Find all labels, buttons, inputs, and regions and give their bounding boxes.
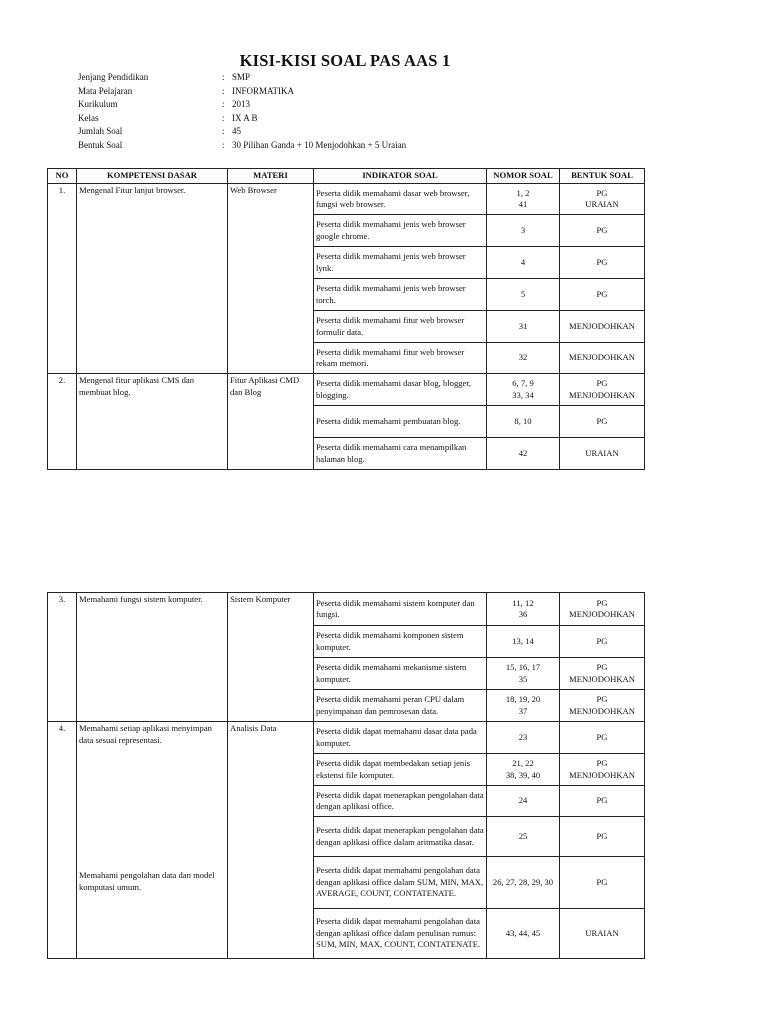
- indikator-soal: Peserta didik dapat membedakan setiap jenis ekstensi file komputer.: [314, 754, 487, 786]
- bentuk-soal: PG: [560, 722, 645, 754]
- nomor-line: 15, 16, 17: [505, 662, 541, 672]
- nomor-line: 1, 2: [516, 187, 530, 198]
- meta-row: [78, 85, 406, 99]
- nomor-line: 33, 34: [512, 389, 534, 400]
- nomor-soal: [487, 690, 560, 722]
- bentuk-line: MENJODOHKAN: [569, 389, 635, 400]
- nomor-soal: 4: [487, 247, 560, 279]
- table-row: [48, 593, 645, 626]
- bentuk-line: PG: [596, 597, 608, 608]
- meta-value: 30 Pilihan Ganda + 10 Menjodohkan + 5 Uraian: [232, 139, 407, 150]
- nomor-soal: 32: [487, 343, 560, 374]
- nomor-soal: 24: [487, 786, 560, 817]
- meta-row: [78, 71, 406, 85]
- meta-value: IX A B: [232, 112, 258, 123]
- meta-label: Jenjang Pendidikan: [78, 72, 149, 82]
- meta-row: [78, 125, 406, 139]
- row-number: 3.: [48, 593, 77, 722]
- indikator-soal: Peserta didik memahami pembuatan blog.: [314, 406, 487, 438]
- nomor-soal: 42: [487, 438, 560, 470]
- kisi-kisi-table-2: [47, 592, 645, 959]
- indikator-soal: Peserta didik memahami peran CPU dalam penyimpanan dan pemrosesan data.: [314, 690, 487, 722]
- materi: Fitur Aplikasi CMD dan Blog: [228, 374, 314, 470]
- meta-row: [78, 98, 406, 112]
- bentuk-soal: [560, 374, 645, 406]
- meta-row: [78, 139, 406, 153]
- bentuk-soal: PG: [560, 817, 645, 857]
- nomor-soal: 23: [487, 722, 560, 754]
- bentuk-soal: [560, 184, 645, 215]
- nomor-line: 35: [518, 673, 528, 684]
- nomor-soal: 25: [487, 817, 560, 857]
- bentuk-soal: PG: [560, 247, 645, 279]
- meta-label: Kelas: [78, 112, 99, 123]
- meta-value: SMP: [232, 72, 251, 82]
- table-row: [48, 184, 645, 215]
- table-row: [48, 722, 645, 754]
- kompetensi-dasar: Mengenal fitur aplikasi CMS dan membuat blog.: [77, 374, 228, 470]
- nomor-soal: 13, 14: [487, 626, 560, 658]
- nomor-line: 11, 12: [512, 597, 534, 608]
- nomor-line: 21, 22: [512, 758, 534, 768]
- bentuk-soal: PG: [560, 406, 645, 438]
- indikator-soal: Peserta didik memahami dasar blog, blogger, blogging.: [314, 374, 487, 406]
- nomor-line: 37: [518, 705, 528, 716]
- kompetensi-dasar: Mengenal Fitur lanjut browser.: [77, 184, 228, 374]
- meta-value: 2013: [232, 99, 250, 110]
- meta-colon: :: [222, 85, 225, 96]
- header-nomor-soal: NOMOR SOAL: [487, 169, 560, 184]
- nomor-soal: 26, 27, 28, 29, 30: [487, 857, 560, 909]
- indikator-soal: Peserta didik memahami jenis web browser torch.: [314, 279, 487, 311]
- nomor-soal: 8, 10: [487, 406, 560, 438]
- meta-colon: :: [222, 112, 225, 123]
- bentuk-line: PG: [596, 694, 608, 704]
- materi: Web Browser: [228, 184, 314, 374]
- indikator-soal: Peserta didik memahami cara menampilkan halaman blog.: [314, 438, 487, 470]
- bentuk-soal: PG: [560, 279, 645, 311]
- nomor-line: 38, 39, 40: [505, 769, 541, 780]
- nomor-soal: 3: [487, 215, 560, 247]
- indikator-soal: Peserta didik dapat memahami pengolahan data dengan aplikasi office dalam penulisan rumus: SUM, MIN, MAX, COUNT, CONTATENATE.: [314, 909, 487, 959]
- nomor-soal: 5: [487, 279, 560, 311]
- bentuk-soal: [560, 690, 645, 722]
- nomor-line: 36: [518, 609, 528, 619]
- kompetensi-dasar-text: Memahami pengolahan data dan model komputasi umum.: [79, 870, 215, 892]
- materi: Sistem Komputer: [228, 593, 314, 722]
- meta-colon: :: [222, 139, 225, 150]
- meta-label: Mata Pelajaran: [78, 85, 133, 96]
- header-no: NO: [48, 169, 77, 184]
- bentuk-line: MENJODOHKAN: [569, 769, 635, 780]
- meta-colon: :: [222, 72, 225, 82]
- bentuk-line: MENJODOHKAN: [569, 609, 635, 619]
- nomor-soal: [487, 658, 560, 690]
- indikator-soal: Peserta didik dapat memahami dasar data pada komputer.: [314, 722, 487, 754]
- bentuk-soal: MENJODOHKAN: [560, 311, 645, 343]
- kompetensi-dasar-text: Memahami setiap aplikasi menyimpan data sesuai representasi.: [79, 723, 212, 745]
- nomor-soal: [487, 184, 560, 215]
- row-number: 2.: [48, 374, 77, 470]
- indikator-soal: Peserta didik dapat menerapkan pengolahan data dengan aplikasi office.: [314, 786, 487, 817]
- kompetensi-dasar: [77, 722, 228, 959]
- meta-colon: :: [222, 126, 225, 137]
- page-title: KISI-KISI SOAL PAS AAS 1: [239, 51, 451, 70]
- bentuk-line: PG: [596, 378, 608, 388]
- bentuk-soal: PG: [560, 786, 645, 817]
- bentuk-line: URAIAN: [585, 199, 619, 209]
- row-number: 4.: [48, 722, 77, 959]
- indikator-soal: Peserta didik memahami jenis web browser google chrome.: [314, 215, 487, 247]
- meta-row: [78, 112, 406, 126]
- indikator-soal: Peserta didik memahami mekanisme sistem komputer.: [314, 658, 487, 690]
- meta-value: INFORMATIKA: [232, 85, 295, 96]
- indikator-soal: Peserta didik memahami sistem komputer dan fungsi.: [314, 593, 487, 626]
- kisi-kisi-table-1: [47, 168, 645, 470]
- bentuk-line: PG: [596, 187, 608, 198]
- meta-label: Bentuk Soal: [78, 139, 123, 150]
- table-header-row: [48, 169, 645, 184]
- materi: Analisis Data: [228, 722, 314, 959]
- indikator-soal: Peserta didik dapat menerapkan pengolahan data dengan aplikasi office dalam aritmatika dasar.: [314, 817, 487, 857]
- indikator-soal: Peserta didik memahami fitur web browser rekam memori.: [314, 343, 487, 374]
- header-kompetensi-dasar: KOMPETENSI DASAR: [77, 169, 228, 184]
- header-bentuk-soal: BENTUK SOAL: [560, 169, 645, 184]
- kompetensi-dasar: Memahami fungsi sistem komputer.: [77, 593, 228, 722]
- nomor-line: 6, 7, 9: [512, 378, 534, 388]
- bentuk-soal: PG: [560, 626, 645, 658]
- bentuk-soal: [560, 754, 645, 786]
- bentuk-soal: MENJODOHKAN: [560, 343, 645, 374]
- indikator-soal: Peserta didik dapat memahami pengolahan data dengan aplikasi office dalam SUM, MIN, MAX, AVERAGE, COUNT, CONTATENATE.: [314, 857, 487, 909]
- row-number: 1.: [48, 184, 77, 374]
- bentuk-soal: PG: [560, 857, 645, 909]
- nomor-soal: [487, 374, 560, 406]
- document-meta: [78, 71, 406, 153]
- bentuk-soal: [560, 593, 645, 626]
- bentuk-soal: URAIAN: [560, 909, 645, 959]
- nomor-line: 18, 19, 20: [505, 694, 541, 704]
- bentuk-line: MENJODOHKAN: [569, 705, 635, 716]
- bentuk-soal: [560, 658, 645, 690]
- bentuk-soal: PG: [560, 215, 645, 247]
- header-indikator-soal: INDIKATOR SOAL: [314, 169, 487, 184]
- bentuk-line: PG: [596, 758, 608, 768]
- nomor-soal: 43, 44, 45: [487, 909, 560, 959]
- table-row: [48, 374, 645, 406]
- bentuk-soal: URAIAN: [560, 438, 645, 470]
- meta-label: Jumlah Soal: [78, 126, 123, 137]
- indikator-soal: Peserta didik memahami komponen sistem komputer.: [314, 626, 487, 658]
- bentuk-line: PG: [596, 662, 608, 672]
- nomor-line: 41: [518, 199, 528, 209]
- meta-label: Kurikulum: [78, 99, 118, 110]
- nomor-soal: 31: [487, 311, 560, 343]
- header-materi: MATERI: [228, 169, 314, 184]
- meta-value: 45: [232, 126, 241, 137]
- indikator-soal: Peserta didik memahami jenis web browser lynk.: [314, 247, 487, 279]
- meta-colon: :: [222, 99, 225, 110]
- bentuk-line: MENJODOHKAN: [569, 673, 635, 684]
- indikator-soal: Peserta didik memahami fitur web browser formulir data.: [314, 311, 487, 343]
- nomor-soal: [487, 593, 560, 626]
- indikator-soal: Peserta didik memahami dasar web browser, fungsi web browser.: [314, 184, 487, 215]
- nomor-soal: [487, 754, 560, 786]
